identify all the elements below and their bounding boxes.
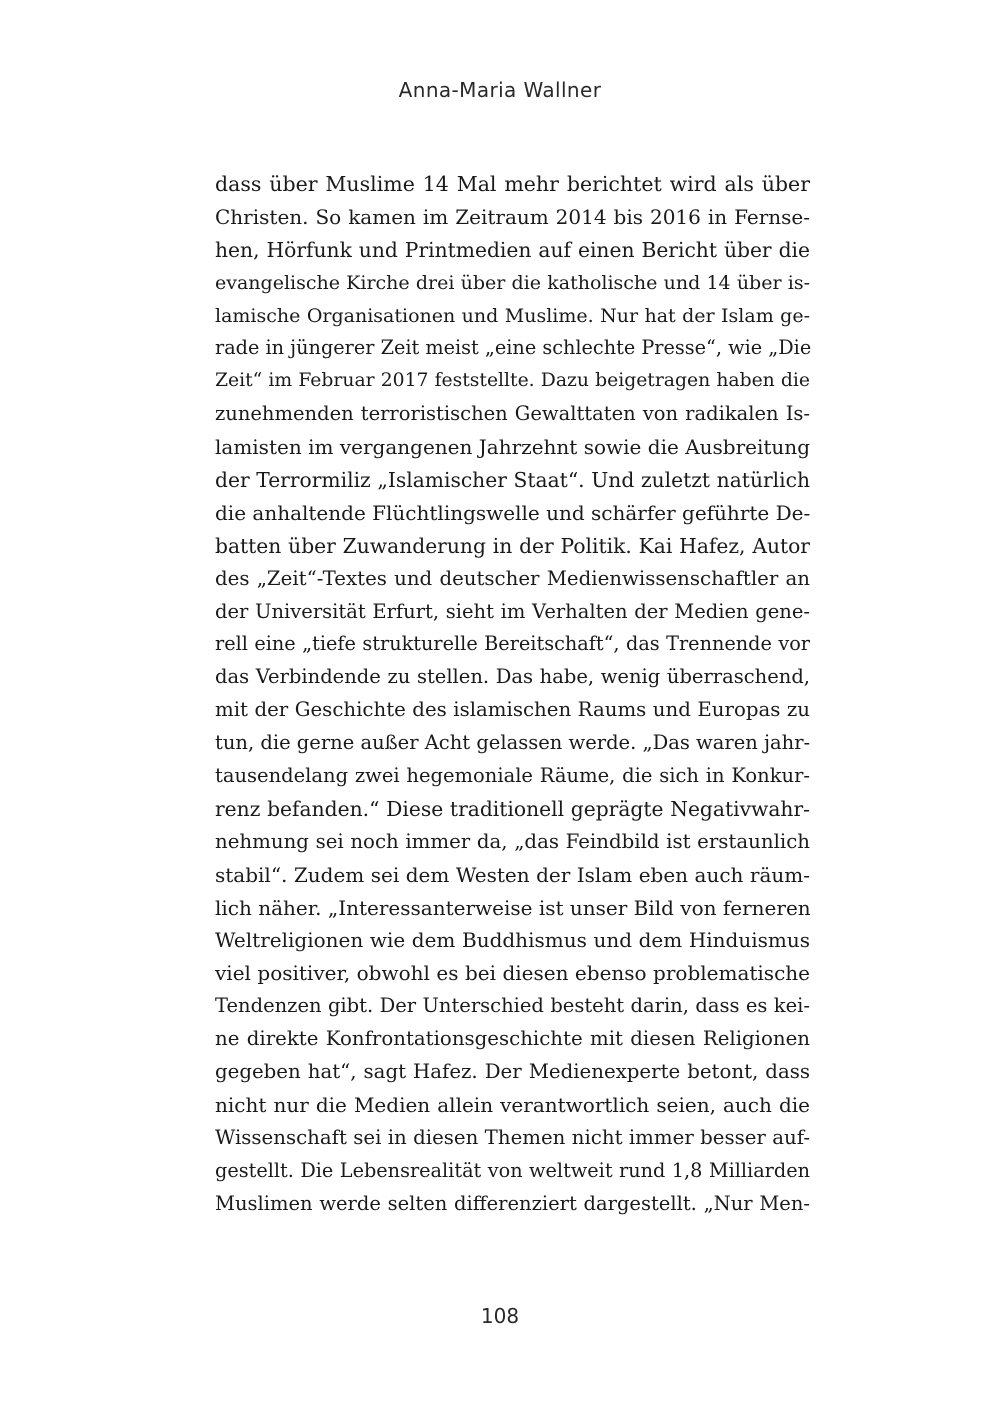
text-line: der Universität Erfurt, sieht im Verhalten der Medien gene- (215, 599, 810, 623)
text-line: evangelische Kirche drei über die katholische und 14 über is- (215, 271, 810, 294)
page-number: 108 (480, 1304, 520, 1328)
text-line: tun, die gerne außer Acht gelassen werde. „Das waren jahr- (215, 731, 811, 755)
text-line: hen, Hörfunk und Printmedien auf einen Bericht über die (215, 237, 810, 262)
text-line: das Verbindende zu stellen. Das habe, wenig überraschend, (215, 665, 810, 689)
text-line: Weltreligionen wie dem Buddhismus und dem Hinduismus (215, 928, 810, 953)
text-line: nehmung sei noch immer da, „das Feindbild ist erstaunlich (215, 829, 810, 853)
body-text (215, 168, 810, 1221)
text-line: tausendelang zwei hegemoniale Räume, die sich in Konkur- (215, 764, 810, 788)
text-line: gegeben hat“, sagt Hafez. Der Medienexperte betont, dass (215, 1060, 810, 1084)
text-line: Christen. So kamen im Zeitraum 2014 bis 2016 in Fernse- (215, 204, 810, 229)
text-line: Zeit“ im Februar 2017 feststellte. Dazu beigetragen haben die (215, 370, 810, 392)
text-line: der Terrormiliz „Islamischer Staat“. Und zuletzt natürlich (215, 468, 810, 493)
text-line: dass über Muslime 14 Mal mehr berichtet wird als über (215, 172, 810, 196)
text-line: rell eine „tiefe strukturelle Bereitschaft“, das Trennende vor (215, 632, 810, 656)
text-line: rade in jüngerer Zeit meist „eine schlechte Presse“, wie „Die (215, 336, 812, 360)
text-line: nicht nur die Medien allein verantwortlich seien, auch die (215, 1092, 810, 1117)
text-line: gestellt. Die Lebensrealität von weltweit rund 1,8 Milliarden (215, 1158, 810, 1182)
text-line: zunehmenden terroristischen Gewalttaten von radikalen Is- (215, 402, 810, 426)
text-line: lamisten im vergangenen Jahrzehnt sowie die Ausbreitung (215, 435, 810, 460)
text-line: Muslimen werde selten differenziert dargestellt. „Nur Men- (215, 1191, 810, 1215)
text-line: die anhaltende Flüchtlingswelle und schärfer geführte De- (215, 500, 811, 525)
text-line: stabil“. Zudem sei dem Westen der Islam eben auch räum- (215, 862, 810, 887)
text-line: renz befanden.“ Diese traditionell geprägte Negativwahr- (215, 796, 810, 821)
text-line: Wissenschaft sei in diesen Themen nicht immer besser auf- (215, 1125, 810, 1149)
text-line: ne direkte Konfrontationsgeschichte mit diesen Religionen (215, 1027, 810, 1051)
text-line: viel positiver, obwohl es bei diesen ebenso problematische (215, 961, 810, 986)
running-header-author: Anna-Maria Wallner (398, 78, 602, 102)
text-line: mit der Geschichte des islamischen Raums und Europas zu (215, 698, 810, 722)
text-line: des „Zeit“-Textes und deutscher Medienwissenschaftler an (215, 566, 810, 590)
text-line: Tendenzen gibt. Der Unterschied besteht darin, dass es kei- (215, 994, 810, 1018)
text-line: lich näher. „Interessanterweise ist unser Bild von ferneren (215, 895, 811, 920)
text-line: batten über Zuwanderung in der Politik. Kai Hafez, Autor (215, 533, 810, 558)
text-line: lamische Organisationen und Muslime. Nur hat der Islam ge- (215, 304, 810, 327)
